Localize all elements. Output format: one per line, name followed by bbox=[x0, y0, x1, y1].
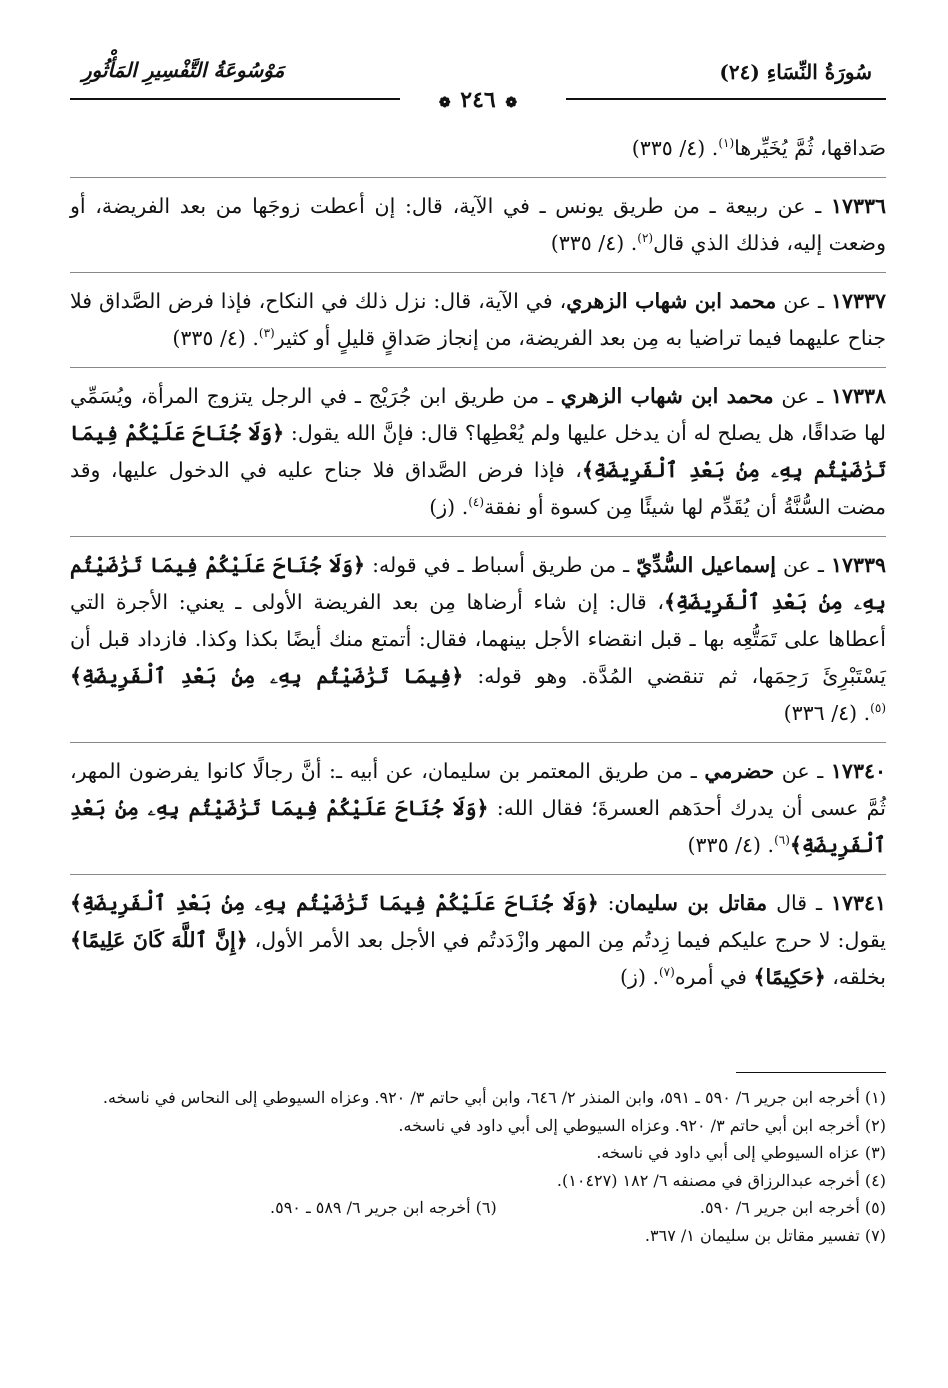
volume-reference: . (٤/ ٣٣٥) bbox=[550, 231, 638, 255]
volume-reference: . (٤/ ٣٣٥) bbox=[631, 136, 719, 160]
quran-verse: ﴿فِيمَا تَرَٰضَيْتُم بِهِۦ مِنۢ بَعْدِ ٱلْفَرِيضَةِ﴾ bbox=[70, 664, 464, 688]
footnote-6: (٦) أخرجه ابن جرير ٦/ ٥٨٩ ـ ٥٩٠. bbox=[270, 1198, 497, 1217]
paragraph-17336 bbox=[70, 177, 886, 262]
paragraph-text: ـ عن bbox=[773, 384, 831, 408]
paragraph-text: ـ عن bbox=[774, 759, 831, 783]
paragraph-text: ـ عن bbox=[776, 289, 831, 313]
footnote-divider bbox=[736, 1072, 886, 1073]
ornament-icon: ❁ bbox=[438, 95, 451, 111]
footnote-row bbox=[70, 1194, 886, 1222]
footnotes bbox=[70, 1084, 886, 1249]
surah-title: سُورَةُ النِّسَاءِ (٢٤) bbox=[719, 60, 872, 84]
paragraph-17337 bbox=[70, 272, 886, 357]
narration-number: ١٧٣٤٠ bbox=[830, 759, 886, 783]
quran-verse: ﴿وَلَا جُنَاحَ عَلَيْكُمْ فِيمَا تَرَٰضَيْتُم بِهِۦ مِنۢ بَعْدِ ٱلْفَرِيضَةِ﴾ bbox=[70, 553, 886, 614]
footnote-4: (٤) أخرجه عبدالرزاق في مصنفه ٦/ ١٨٢ (١٠٤٢٧). bbox=[556, 1170, 886, 1190]
narrator-name: حضرمي bbox=[704, 759, 775, 783]
narrator-name: مقاتل بن سليمان bbox=[614, 891, 768, 915]
narration-number: ١٧٣٣٦ bbox=[830, 194, 886, 218]
volume-reference: . (٤/ ٣٣٥) bbox=[687, 833, 775, 857]
narration-number: ١٧٣٤١ bbox=[830, 891, 887, 915]
paragraph-text: صَداقها، ثُمَّ يُخَيِّرها bbox=[734, 136, 886, 160]
quran-verse: ﴿حَكِيمًا﴾ bbox=[753, 965, 826, 989]
footnote-marker: (١) bbox=[718, 136, 735, 151]
paragraph-17338 bbox=[70, 367, 886, 526]
footnote-5: (٥) أخرجه ابن جرير ٦/ ٥٩٠. bbox=[699, 1198, 886, 1217]
paragraph-text: ، قال: إن شاء أرضاها مِن بعد الفريضة الأولى ـ يعني: الأجرة التي أعطاها على تَمَتُّعِه بها ـ قبل انقضاء الأجل بينهما، فقال: أتمتع منك أيضًا بكذا وكذا. فازداد قبل أن يَسْتَبْرِئَ رَحِمَها، ثم تنقضي المُدَّة. وهو قوله: bbox=[70, 590, 886, 688]
paragraph-text: بخلقه، bbox=[825, 965, 886, 989]
quran-verse: ﴿وَلَا جُنَاحَ عَلَيْكُمْ فِيمَا تَرَٰضَيْتُم بِهِۦ مِنۢ بَعْدِ ٱلْفَرِيضَةِ﴾ bbox=[70, 891, 599, 915]
volume-reference: . (٤/ ٣٣٥) bbox=[172, 326, 259, 350]
quran-verse: ﴿وَلَا جُنَاحَ عَلَيْكُمْ فِيمَا تَرَٰضَيْتُم بِهِۦ مِنۢ بَعْدِ ٱلْفَرِيضَةِ﴾ bbox=[70, 796, 886, 857]
footnote-marker: (٤) bbox=[468, 495, 485, 510]
paragraph-17341 bbox=[70, 874, 886, 996]
narrator-name: إسماعيل السُّدِّيّ bbox=[636, 553, 776, 577]
work-title: مَوْسُوعَةُ التَّفْسِيرِ المَأْثُورِ bbox=[82, 58, 285, 82]
paragraph-text: ـ من طريق أسباط ـ في قوله: bbox=[365, 553, 637, 577]
footnote-marker: (٧) bbox=[658, 965, 675, 980]
narration-number: ١٧٣٣٩ bbox=[830, 553, 886, 577]
footnote-2: (٢) أخرجه ابن أبي حاتم ٣/ ٩٢٠. وعزاه السيوطي إلى أبي داود في ناسخه. bbox=[398, 1115, 886, 1135]
paragraph-text: ـ قال bbox=[767, 891, 831, 915]
paragraph-text: ـ من طريق ابن جُرَيْج ـ في الرجل يتزوج المرأة، ويُسَمِّي لها صَداقًا، هل يصلح له أن يدخل عليها ولم يُعْطِها؟ قال: فإنَّ الله يقول: bbox=[70, 384, 886, 445]
narrator-name: محمد ابن شهاب الزهري bbox=[566, 289, 777, 313]
paragraph-text: ـ عن ربيعة ـ من طريق يونس ـ في الآية، قال: إن أعطت زوجَها من بعد الفريضة، أو وضعت إليه، فذلك الذي قال bbox=[70, 194, 886, 255]
quran-verse: ﴿وَلَا جُنَاحَ عَلَيْكُمْ فِيمَا تَرَٰضَيْتُم بِهِۦ مِنۢ بَعْدِ ٱلْفَرِيضَةِ﴾ bbox=[70, 421, 886, 482]
main-text bbox=[70, 130, 886, 996]
volume-reference: . (٤/ ٣٣٦) bbox=[783, 701, 871, 725]
footnote-marker: (٢) bbox=[637, 231, 654, 246]
volume-reference: . (ز) bbox=[620, 965, 659, 989]
footnote-1: (١) أخرجه ابن جرير ٦/ ٥٩٠ ـ ٥٩١، وابن المنذر ٢/ ٦٤٦، وابن أبي حاتم ٣/ ٩٢٠. وعزاه السيوطي إلى النحاس في ناسخه. bbox=[102, 1088, 886, 1107]
paragraph-text: في أمره bbox=[674, 965, 754, 989]
narration-number: ١٧٣٣٨ bbox=[830, 384, 886, 408]
footnote-7: (٧) تفسير مقاتل بن سليمان ١/ ٣٦٧. bbox=[644, 1225, 886, 1245]
paragraph-17340 bbox=[70, 742, 886, 864]
narrator-name: محمد ابن شهاب الزهري bbox=[560, 384, 774, 408]
paragraph-text: ـ عن bbox=[775, 553, 831, 577]
paragraph-text: ، في الآية، قال: نزل ذلك في النكاح، فإذا فرض الصَّداق فلا جناح عليهما فيما تراضيا به مِن بعد الفريضة، من إنجاز صَداقٍ قليلٍ أو كثير bbox=[70, 289, 886, 350]
paragraph-text: ، فإذا فرض الصَّداق فلا جناح عليه في الدخول عليها، وقد مضت السُّنَّةُ أن يُقَدِّم لها شيئًا مِن كسوة أو نفقة bbox=[70, 458, 886, 519]
footnote-3: (٣) عزاه السيوطي إلى أبي داود في ناسخه. bbox=[596, 1143, 886, 1162]
paragraph-continuation bbox=[70, 130, 886, 167]
header-rule-right bbox=[566, 98, 886, 100]
quran-verse: ﴿إِنَّ ٱللَّهَ كَانَ عَلِيمًا﴾ bbox=[70, 928, 248, 952]
ornament-icon: ❁ bbox=[505, 95, 518, 111]
paragraph-text: ـ من طريق المعتمر بن سليمان، عن أبيه ـ: أنَّ رجالًا كانوا يفرضون المهر، ثُمَّ عسى أن يدرك أحدَهم العسرةَ؛ فقال الله: bbox=[70, 759, 886, 820]
paragraph-17339 bbox=[70, 536, 886, 732]
book-page bbox=[70, 0, 886, 1388]
footnote-marker: (٥) bbox=[870, 701, 886, 716]
footnote-marker: (٣) bbox=[258, 326, 275, 341]
header-rule-left bbox=[70, 98, 400, 100]
footnote-marker: (٦) bbox=[774, 833, 790, 848]
page-number bbox=[431, 87, 525, 113]
page-number-value: ٢٤٦ bbox=[460, 87, 496, 113]
narration-number: ١٧٣٣٧ bbox=[830, 289, 886, 313]
paragraph-text: : bbox=[598, 891, 615, 915]
volume-reference: . (ز) bbox=[429, 495, 469, 519]
paragraph-text: يقول: لا حرج عليكم فيما زِدتُم مِن المهر وازْدَدتُم في الأجل بعد الأمر الأول، bbox=[247, 928, 886, 952]
